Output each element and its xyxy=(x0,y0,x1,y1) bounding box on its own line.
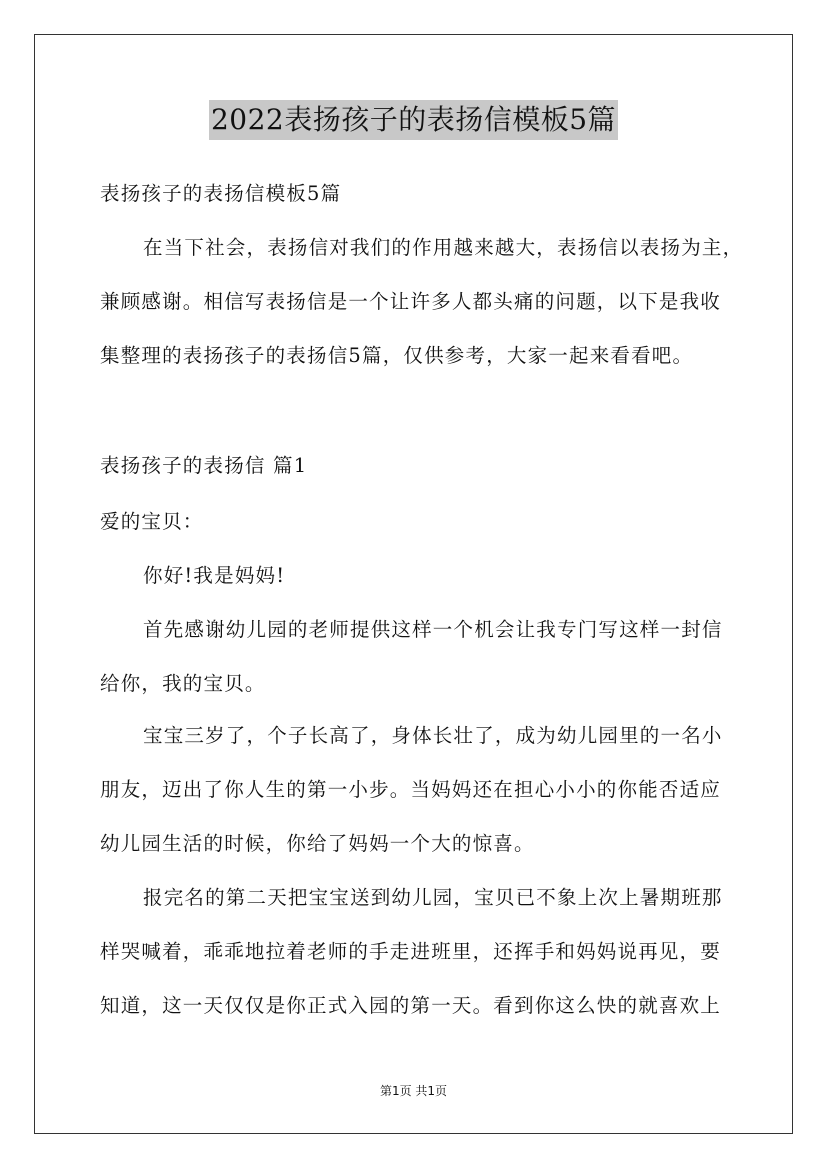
salutation: 爱的宝贝： xyxy=(100,510,204,533)
document-title: 2022表扬孩子的表扬信模板5篇 xyxy=(209,100,618,140)
paragraph-3-line-1: 报完名的第二天把宝宝送到幼儿园，宝贝已不象上次上暑期班那 xyxy=(143,886,723,909)
section-heading: 表扬孩子的表扬信 篇1 xyxy=(100,454,308,477)
intro-line-3: 集整理的表扬孩子的表扬信5篇，仅供参考，大家一起来看看吧。 xyxy=(100,344,694,367)
paragraph-2-line-2: 朋友，迈出了你人生的第一小步。当妈妈还在担心小小的你能否适应 xyxy=(100,778,722,801)
paragraph-3-line-2: 样哭喊着，乖乖地拉着老师的手走进班里，还挥手和妈妈说再见，要 xyxy=(100,940,722,963)
title-wrap xyxy=(0,100,827,140)
intro-line-2: 兼顾感谢。相信写表扬信是一个让许多人都头痛的问题，以下是我收 xyxy=(100,290,722,313)
paragraph-2-line-3: 幼儿园生活的时候，你给了妈妈一个大的惊喜。 xyxy=(100,832,535,855)
page-footer: 第1页 共1页 xyxy=(379,1084,448,1098)
paragraph-3-line-3: 知道，这一天仅仅是你正式入园的第一天。看到你这么快的就喜欢上 xyxy=(100,994,722,1017)
paragraph-2-line-1: 宝宝三岁了，个子长高了，身体长壮了，成为幼儿园里的一名小 xyxy=(143,724,723,747)
greeting: 你好!我是妈妈! xyxy=(143,564,286,587)
intro-line-1: 在当下社会，表扬信对我们的作用越来越大，表扬信以表扬为主， xyxy=(143,236,744,259)
paragraph-1-line-2: 给你，我的宝贝。 xyxy=(100,672,266,695)
paragraph-1-line-1: 首先感谢幼儿园的老师提供这样一个机会让我专门写这样一封信 xyxy=(143,618,723,641)
document-subtitle: 表扬孩子的表扬信模板5篇 xyxy=(100,182,342,205)
